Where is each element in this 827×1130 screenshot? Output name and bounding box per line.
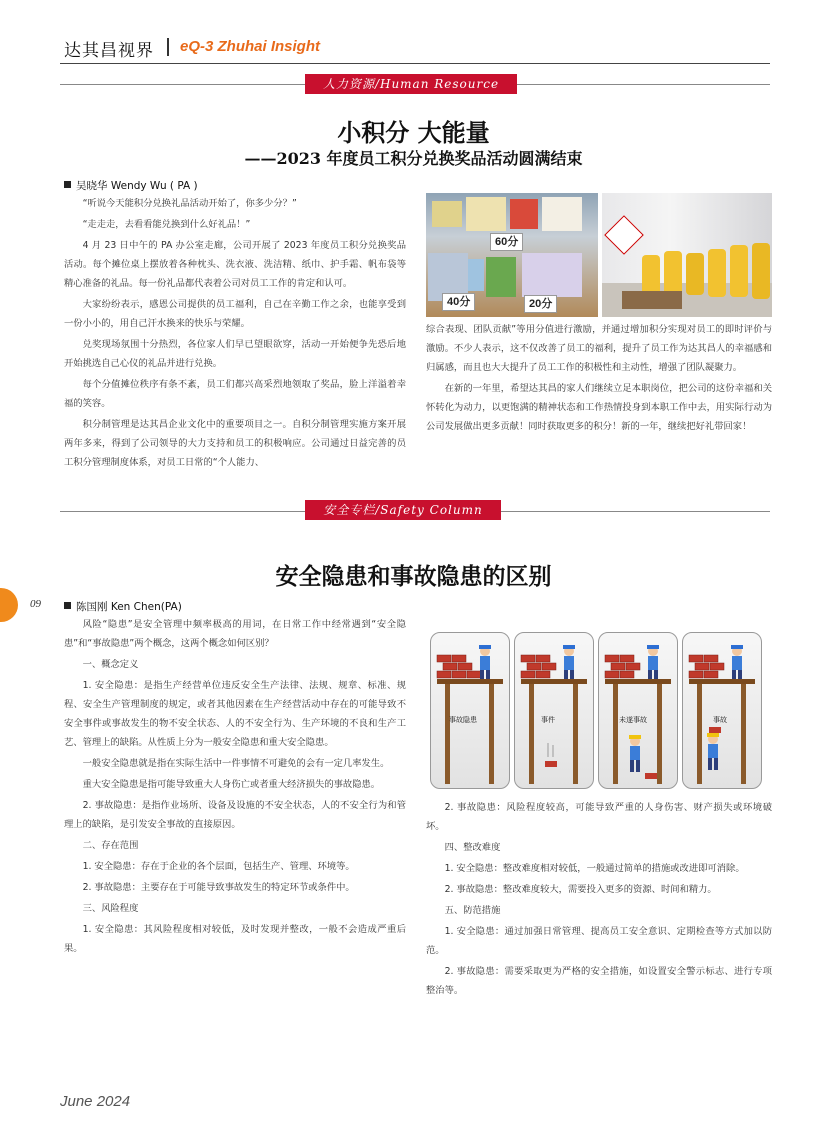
article2-left-column bbox=[64, 615, 406, 960]
magazine-title-cn: 达其昌视界 bbox=[64, 41, 154, 61]
article1-paragraph: 大家纷纷表示，感恩公司提供的员工福利，自己在辛勤工作之余，也能享受到一份小小的，用自己汗水换来的快乐与荣耀。 bbox=[64, 299, 406, 329]
article2-paragraph: 2. 事故隐患：主要存在于可能导致事故发生的特定环节或条件中。 bbox=[82, 882, 355, 893]
prize-tag-40: 40分 bbox=[442, 293, 475, 311]
header-separator bbox=[167, 38, 169, 56]
article1-author-name: 吴晓华 Wendy Wu ( PA ) bbox=[76, 180, 198, 192]
article2-paragraph: 重大安全隐患是指可能导致重大人身伤亡或者重大经济损失的事故隐患。 bbox=[82, 779, 381, 790]
article1-paragraph: 综合表现、团队贡献”等用分值进行激励，并通过增加积分实现对员工的即时评价与激励。不少人表示，这不仅改善了员工的福利，提升了员工作为达其昌人的幸福感和归属感，而且也大大提升了员工工作的积极性和主动性，增强了团队凝聚力。 bbox=[426, 324, 772, 373]
diagram-label-near-miss: 未遂事故 bbox=[619, 716, 647, 724]
article2-paragraph: 2. 事故隐患：风险程度较高，可能导致严重的人身伤害、财产损失或环境破坏。 bbox=[426, 802, 772, 832]
article1-left-column bbox=[64, 194, 406, 474]
brick-wall-illustration bbox=[431, 633, 509, 788]
diagram-label-accident: 事故 bbox=[713, 716, 727, 724]
article1-right-column bbox=[426, 320, 772, 438]
diagram-panel-3 bbox=[598, 632, 678, 789]
article2-paragraph: 1. 安全隐患：是指生产经营单位违反安全生产法律、法规、规章、标准、规程、安全生产管理制度的规定，或者其他因素在生产经营活动中存在的可能导致不安全事件或事故发生的物不安全状态、人的不安全行为、生产环境的不良和生产工艺、管理上的缺陷。从性质上分为一般安全隐患和重大安全隐患。 bbox=[64, 680, 406, 748]
article1-title: 小积分 大能量 bbox=[337, 118, 490, 147]
page-tab bbox=[0, 588, 18, 622]
issue-date: June 2024 bbox=[60, 1093, 131, 1110]
article1-paragraph: “走走走，去看看能兑换到什么好礼品！” bbox=[82, 219, 251, 230]
article2-paragraph: 2. 事故隐患：整改难度较大，需要投入更多的资源、时间和精力。 bbox=[444, 884, 717, 895]
falling-brick-illustration bbox=[515, 633, 593, 788]
article1-paragraph: 每个分值摊位秩序有条不紊，员工们都兴高采烈地领取了奖品，脸上洋溢着幸福的笑容。 bbox=[64, 379, 406, 409]
header-rule bbox=[60, 63, 770, 64]
article1-subtitle: ——2023 年度员工积分兑换奖品活动圆满结束 bbox=[244, 149, 583, 168]
article2-paragraph: 风险“隐患”是安全管理中频率极高的用词，在日常工作中经常遇到“安全隐患”和“事故隐患”两个概念，这两个概念如何区别？ bbox=[64, 619, 406, 649]
article1-paragraph: 4 月 23 日中午的 PA 办公室走廊，公司开展了 2023 年度员工积分兑换奖品活动。每个摊位桌上摆放着各种枕头、洗衣液、洗洁精、纸巾、护手霜、帆布袋等精心准备的礼品。每一份礼品都代表着公司对员工工作的肯定和认可。 bbox=[64, 240, 406, 289]
article1-paragraph: “听说今天能积分兑换礼品活动开始了，你多少分？” bbox=[82, 198, 297, 209]
article1-paragraph: 在新的一年里，希望达其昌的家人们继续立足本职岗位，把公司的这份幸福和关怀转化为动力，以更饱满的精神状态和工作热情投身到本职工作中去，用实际行动为公司发展做出更多贡献！同时获取更多的积分！新的一年，继续把好礼带回家！ bbox=[426, 383, 772, 432]
diagram-panel-1 bbox=[430, 632, 510, 789]
article2-paragraph: 一般安全隐患就是指在实际生活中一件事情不可避免的会有一定几率发生。 bbox=[82, 758, 390, 769]
prize-tag-20: 20分 bbox=[524, 295, 557, 313]
article2-paragraph: 五、防范措施 bbox=[444, 905, 501, 916]
author-bullet-icon bbox=[64, 602, 71, 609]
diagram-panel-4 bbox=[682, 632, 762, 789]
article1-paragraph: 积分制管理是达其昌企业文化中的重要项目之一。自积分制管理实施方案开展两年多来，得到了公司领导的大力支持和员工的积极响应。公司通过日益完善的员工积分管理制度体系，对员工日常的“个人能力、 bbox=[64, 419, 406, 468]
article1-paragraph: 兑奖现场氛围十分热烈，各位家人们早已望眼欲穿，活动一开始便争先恐后地开始挑选自己心仪的礼品并进行兑换。 bbox=[64, 339, 406, 369]
article2-paragraph: 1. 安全隐患：其风险程度相对较低，及时发现并整改，一般不会造成严重后果。 bbox=[64, 924, 406, 954]
hazard-diagram bbox=[430, 628, 766, 793]
article2-paragraph: 2. 事故隐患：需要采取更为严格的安全措施，如设置安全警示标志、进行专项整治等。 bbox=[426, 966, 772, 996]
employees-photo bbox=[602, 193, 772, 317]
diagram-panel-2 bbox=[514, 632, 594, 789]
article2-author-name: 陈国刚 Ken Chen(PA) bbox=[76, 601, 182, 613]
near-miss-illustration bbox=[599, 633, 677, 788]
magazine-title-en: eQ-3 Zhuhai Insight bbox=[180, 38, 321, 55]
author-bullet-icon bbox=[64, 181, 71, 188]
page-number: 09 bbox=[30, 598, 41, 610]
section-banner-safety: 安全专栏/Safety Column bbox=[305, 500, 501, 520]
diagram-label-hazard: 事故隐患 bbox=[449, 716, 477, 724]
article1-author bbox=[64, 178, 198, 193]
diagram-label-incident: 事件 bbox=[541, 716, 555, 724]
article2-paragraph: 二、存在范围 bbox=[82, 840, 139, 851]
prize-tag-60: 60分 bbox=[490, 233, 523, 251]
article2-paragraph: 四、整改难度 bbox=[444, 842, 501, 853]
article2-paragraph: 1. 安全隐患：整改难度相对较低，一般通过简单的措施或改进即可消除。 bbox=[444, 863, 745, 874]
article2-paragraph: 三、风险程度 bbox=[82, 903, 139, 914]
prize-table-photo bbox=[426, 193, 598, 317]
article2-title: 安全隐患和事故隐患的区别 bbox=[275, 563, 552, 590]
article2-author bbox=[64, 599, 182, 614]
article2-right-column bbox=[426, 798, 772, 1002]
article2-paragraph: 1. 安全隐患：通过加强日常管理、提高员工安全意识、定期检查等方式加以防范。 bbox=[426, 926, 772, 956]
accident-illustration bbox=[683, 633, 761, 788]
article2-paragraph: 一、概念定义 bbox=[82, 659, 139, 670]
section-banner-hr: 人力资源/Human Resource bbox=[305, 74, 517, 94]
article2-paragraph: 2. 事故隐患：是指作业场所、设备及设施的不安全状态，人的不安全行为和管理上的缺陷，是引发安全事故的直接原因。 bbox=[64, 800, 406, 830]
article2-paragraph: 1. 安全隐患：存在于企业的各个层面，包括生产、管理、环境等。 bbox=[82, 861, 355, 872]
